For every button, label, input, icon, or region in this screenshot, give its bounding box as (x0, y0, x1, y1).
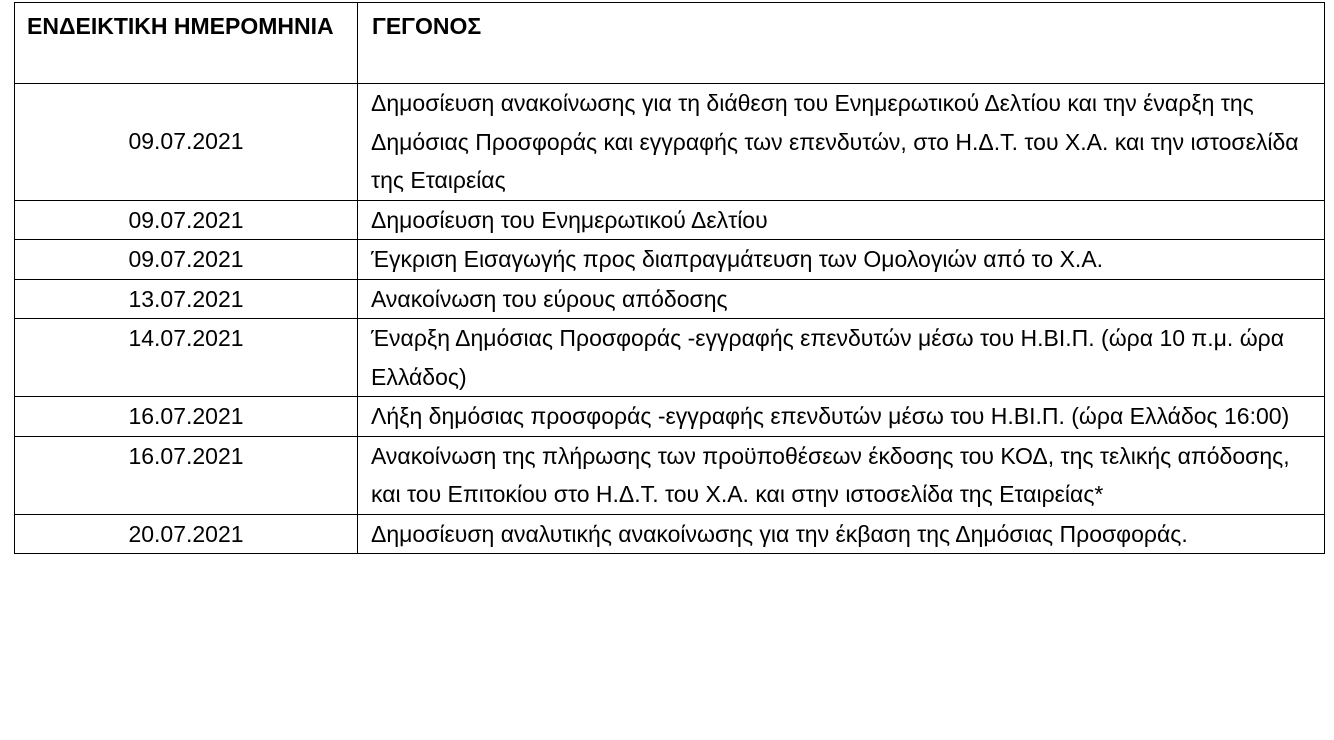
table-row (15, 319, 1325, 397)
header-date: ΕΝΔΕΙΚΤΙΚΗ ΗΜΕΡΟΜΗΝΙΑ (15, 3, 358, 84)
table-row (15, 436, 1325, 514)
row-date: 20.07.2021 (15, 514, 358, 554)
row-date: 13.07.2021 (15, 279, 358, 319)
row-date: 16.07.2021 (15, 397, 358, 437)
row-date: 09.07.2021 (15, 240, 358, 280)
table-row (15, 200, 1325, 240)
schedule-table (14, 2, 1325, 554)
row-event: Ανακοίνωση του εύρους απόδοσης (358, 279, 1325, 319)
row-event: Δημοσίευση ανακοίνωσης για τη διάθεση του Ενημερωτικού Δελτίου και την έναρξη της Δημόσιας Προσφοράς και εγγραφής των επενδυτών, στο Η.Δ.Τ. του Χ.Α. και την ιστοσελίδα της Εταιρείας (358, 84, 1325, 201)
row-date: 09.07.2021 (15, 200, 358, 240)
row-event: Δημοσίευση αναλυτικής ανακοίνωσης για την έκβαση της Δημόσιας Προσφοράς. (358, 514, 1325, 554)
row-event: Ανακοίνωση της πλήρωσης των προϋποθέσεων έκδοσης του ΚΟΔ, της τελικής απόδοσης, και του Επιτοκίου στο Η.Δ.Τ. του Χ.Α. και στην ιστοσελίδα της Εταιρείας* (358, 436, 1325, 514)
row-event: Έναρξη Δημόσιας Προσφοράς -εγγραφής επενδυτών μέσω του Η.ΒΙ.Π. (ώρα 10 π.μ. ώρα Ελλάδος) (358, 319, 1325, 397)
row-event: Λήξη δημόσιας προσφοράς -εγγραφής επενδυτών μέσω του Η.ΒΙ.Π. (ώρα Ελλάδος 16:00) (358, 397, 1325, 437)
table-row (15, 514, 1325, 554)
table-header-row (15, 3, 1325, 84)
row-date: 14.07.2021 (15, 319, 358, 397)
header-event: ΓΕΓΟΝΟΣ (358, 3, 1325, 84)
row-date: 16.07.2021 (15, 436, 358, 514)
table-row (15, 279, 1325, 319)
row-event: Έγκριση Εισαγωγής προς διαπραγμάτευση των Ομολογιών από το Χ.Α. (358, 240, 1325, 280)
row-date: 09.07.2021 (15, 84, 358, 201)
table-row (15, 84, 1325, 201)
row-event: Δημοσίευση του Ενημερωτικού Δελτίου (358, 200, 1325, 240)
table-row (15, 397, 1325, 437)
table-row (15, 240, 1325, 280)
